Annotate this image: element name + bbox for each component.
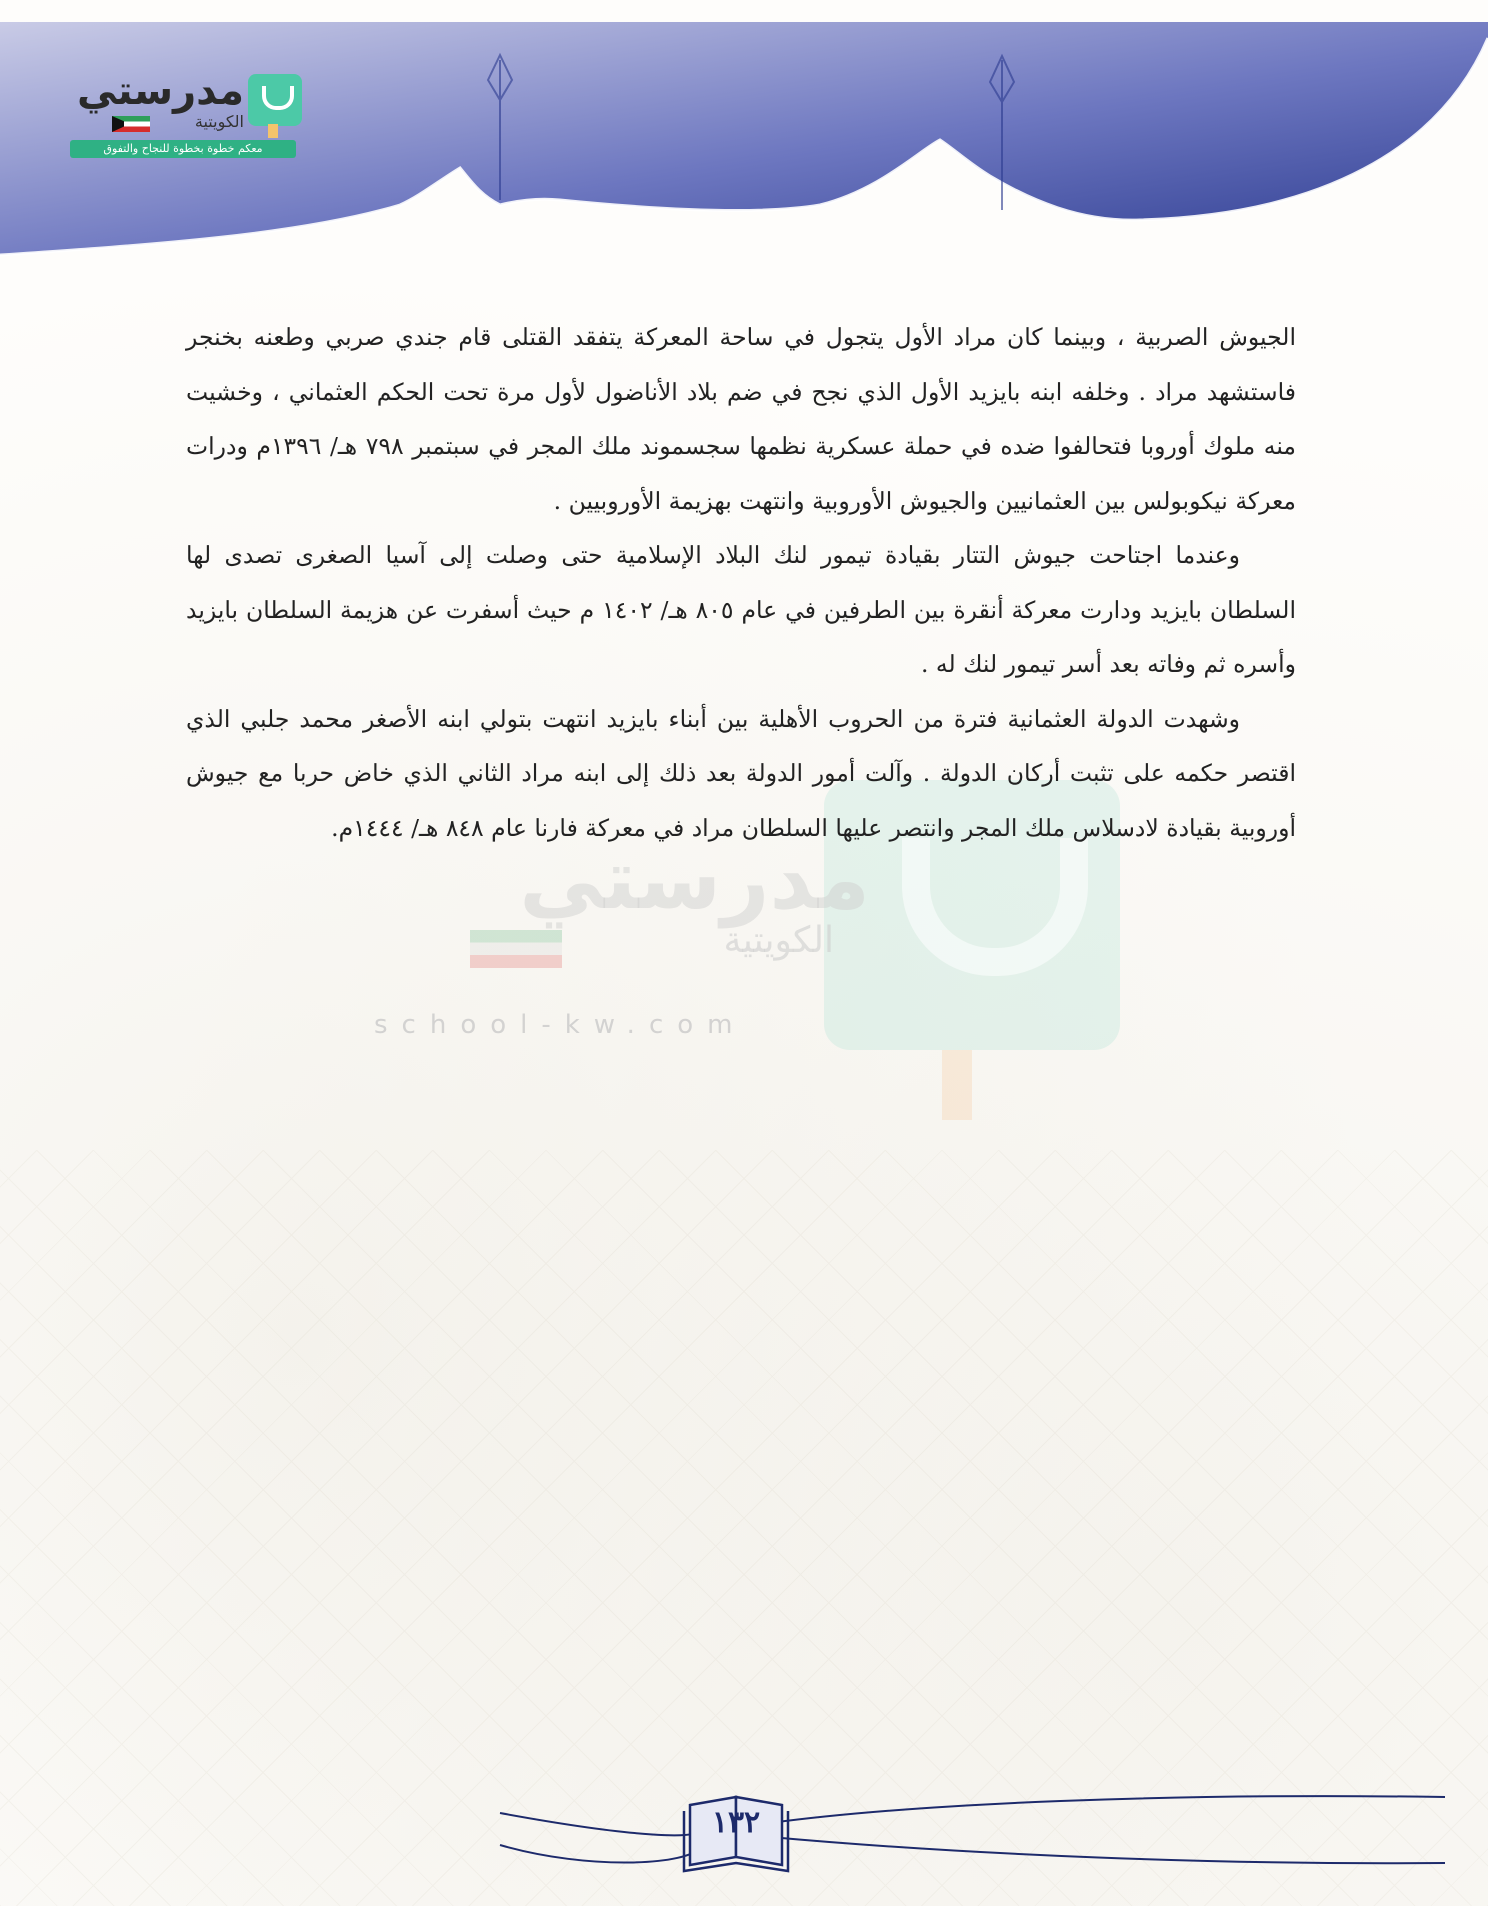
logo-subtitle: الكويتية — [194, 112, 244, 131]
watermark-subtitle: الكويتية — [723, 920, 834, 961]
body-text — [186, 310, 1296, 855]
footer — [470, 1775, 1450, 1885]
watermark-url: school-kw.com — [374, 1010, 747, 1040]
logo-tagline: معكم خطوة بخطوة للنجاح والتفوق — [70, 140, 296, 158]
site-logo — [70, 68, 310, 163]
watermark-title: مدرستي — [519, 830, 870, 928]
footer-ornament — [470, 1775, 1450, 1885]
paragraph-3: وشهدت الدولة العثمانية فترة من الحروب الأهلية بين أبناء بايزيد انتهت بتولي ابنه الأصغر محمد جلبي الذي اقتصر حكمه على تثبت أركان الدولة . وآلت أمور الدولة بعد ذلك إلى ابنه مراد الثاني الذي خاض حربا مع جيوش أوروبية بقيادة لادسلاس ملك المجر وانتصر عليها السلطان مراد في معركة فارنا عام ٨٤٨ هـ/ ١٤٤٤م. — [186, 704, 1296, 842]
logo-mark-icon — [248, 74, 302, 126]
page-number: ١٣٢ — [711, 1805, 761, 1840]
paragraph-1: الجيوش الصربية ، وبينما كان مراد الأول يتجول في ساحة المعركة يتفقد القتلى قام جندي صربي وطعنه بخنجر فاستشهد مراد . وخلفه ابنه بايزيد الأول الذي نجح في ضم بلاد الأناضول لأول مرة تحت الحكم العثماني ، وخشيت منه ملوك أوروبا فتحالفوا ضده في حملة عسكرية نظمها سجسموند ملك المجر في سبتمبر ٧٩٨ هـ/ ١٣٩٦م ودرات معركة نيكوبولس بين العثمانيين والجيوش الأوروبية وانتهت بهزيمة الأوروبيين . — [186, 323, 1297, 515]
logo-bookmark-icon — [268, 124, 278, 138]
paragraph-2: وعندما اجتاحت جيوش التتار بقيادة تيمور لنك البلاد الإسلامية حتى وصلت إلى آسيا الصغرى تصدى لها السلطان بايزيد ودارت معركة أنقرة بين الطرفين في عام ٨٠٥ هـ/ ١٤٠٢ م حيث أسفرت عن هزيمة السلطان بايزيد وأسره ثم وفاته بعد أسر تيمور لنك له . — [186, 541, 1296, 678]
kuwait-flag-icon — [112, 116, 150, 132]
logo-title: مدرستي — [76, 68, 244, 114]
